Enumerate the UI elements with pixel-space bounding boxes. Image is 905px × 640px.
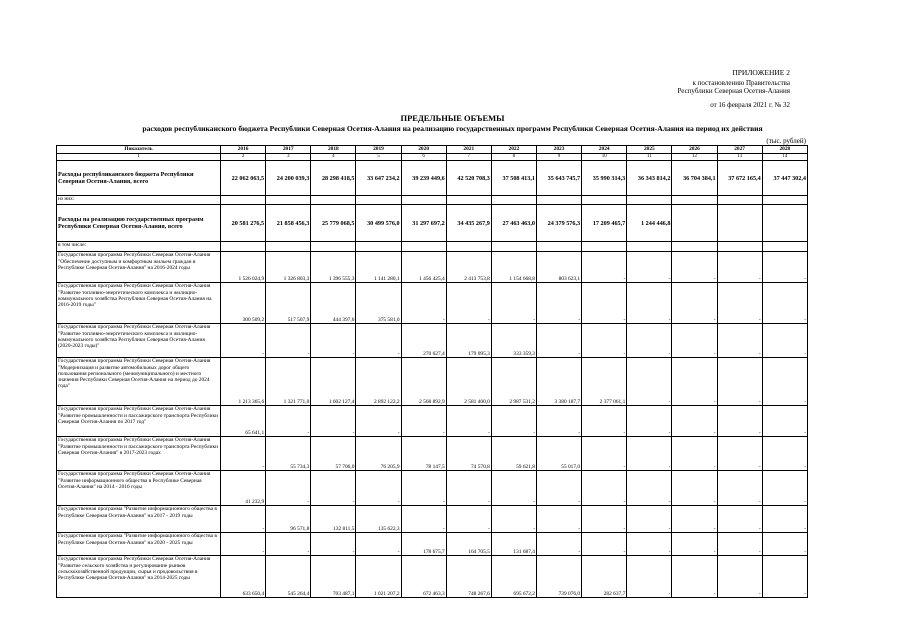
- table-cell-value: [446, 196, 491, 205]
- table-cell-value: [311, 196, 356, 205]
- table-cell-value: 34 435 267,9: [446, 205, 491, 242]
- table-cell-value: [717, 242, 762, 252]
- table-cell-value: -: [221, 437, 266, 471]
- table-cell-value: 803 623,1: [536, 252, 581, 283]
- row-indicator-name: Государственная программа Республики Северная Осетия-Алания "Модернизация и развитие автомобильных дорог общего пользования регионального (межмуниципального) и местного значения Республики Северная Осетия-Алания на период до 2024 года": [57, 358, 221, 406]
- table-cell-value: -: [582, 437, 627, 471]
- table-cell-value: -: [582, 471, 627, 506]
- table-cell-value: -: [627, 437, 672, 471]
- table-cell-value: -: [627, 556, 672, 598]
- table-cell-value: -: [717, 324, 762, 358]
- row-indicator-name: в том числе:: [57, 242, 221, 252]
- table-cell-value: -: [762, 556, 807, 598]
- table-cell-value: [266, 196, 311, 205]
- table-row: [57, 406, 808, 437]
- table-cell-value: 22 062 063,5: [221, 161, 266, 196]
- table-cell-value: [311, 242, 356, 252]
- table-cell-value: [627, 196, 672, 205]
- table-cell-value: -: [401, 506, 446, 533]
- table-cell-value: 178 675,7: [401, 533, 446, 556]
- table-cell-value: -: [446, 506, 491, 533]
- table-cell-value: 282 637,7: [582, 556, 627, 598]
- table-cell-value: [762, 242, 807, 252]
- table-cell-value: 2 987 531,2: [491, 358, 536, 406]
- table-cell-value: 131 687,4: [491, 533, 536, 556]
- column-index: 9: [536, 154, 581, 161]
- column-header-year: 2017: [266, 146, 311, 154]
- decree-date: от 16 февраля 2021 г. № 32: [710, 101, 790, 109]
- table-cell-value: -: [356, 533, 401, 556]
- table-index-row: [57, 154, 808, 161]
- decree-reference: к постановлению Правительства: [692, 79, 790, 87]
- table-cell-value: -: [266, 533, 311, 556]
- table-cell-value: 179 095,3: [446, 324, 491, 358]
- table-row: [57, 471, 808, 506]
- table-cell-value: -: [536, 506, 581, 533]
- document-subtitle: расходов республиканского бюджета Республики Северная Осетия-Алания на реализацию государственных программ Республики Северная Осетия-Алания на период их действия: [142, 124, 763, 133]
- table-cell-value: -: [582, 533, 627, 556]
- table-cell-value: 748 267,6: [446, 556, 491, 598]
- table-cell-value: -: [221, 533, 266, 556]
- table-cell-value: -: [627, 471, 672, 506]
- table-cell-value: -: [536, 324, 581, 358]
- column-index: 14: [762, 154, 807, 161]
- table-cell-value: -: [582, 506, 627, 533]
- table-cell-value: -: [717, 471, 762, 506]
- table-cell-value: 1 213 365,6: [221, 358, 266, 406]
- table-cell-value: [491, 196, 536, 205]
- table-cell-value: 76 205,9: [356, 437, 401, 471]
- table-cell-value: 1 321 771,0: [266, 358, 311, 406]
- table-cell-value: 65 641,1: [221, 406, 266, 437]
- table-cell-value: 25 779 068,5: [311, 205, 356, 242]
- column-index: 2: [221, 154, 266, 161]
- table-cell-value: -: [311, 324, 356, 358]
- table-cell-value: 1 456 425,4: [401, 252, 446, 283]
- table-cell-value: -: [762, 283, 807, 324]
- table-cell-value: [717, 205, 762, 242]
- table-cell-value: -: [672, 437, 717, 471]
- table-body: [57, 161, 808, 598]
- column-index: 12: [672, 154, 717, 161]
- table-cell-value: 24 200 039,3: [266, 161, 311, 196]
- table-cell-value: 42 520 708,3: [446, 161, 491, 196]
- column-header-year: 2027: [717, 146, 762, 154]
- table-cell-value: [582, 242, 627, 252]
- row-indicator-name: Государственная программа Республики Северная Осетия-Алания "Развитие топливно-энергетического комплекса и жилищно-коммунального хозяйства Республики Северная Осетия-Алания (2020-2023 годы)": [57, 324, 221, 358]
- table-cell-value: 20 581 276,5: [221, 205, 266, 242]
- table-cell-value: 37 672 165,4: [717, 161, 762, 196]
- table-cell-value: [446, 242, 491, 252]
- table-cell-value: -: [672, 358, 717, 406]
- table-cell-value: -: [672, 471, 717, 506]
- table-cell-value: [356, 242, 401, 252]
- table-cell-value: 672 463,3: [401, 556, 446, 598]
- table-cell-value: [491, 242, 536, 252]
- table-cell-value: -: [672, 324, 717, 358]
- table-cell-value: 24 379 576,3: [536, 205, 581, 242]
- table-cell-value: 37 508 413,1: [491, 161, 536, 196]
- table-cell-value: -: [311, 533, 356, 556]
- row-indicator-name: Государственная программа Республики Северная Осетия-Алания "Обеспечение доступным и комфортным жильем граждан в Республике Северная Осетия-Алания" на 2016-2024 годы: [57, 252, 221, 283]
- table-cell-value: -: [446, 471, 491, 506]
- column-header-year: 2028: [762, 146, 807, 154]
- table-cell-value: [672, 205, 717, 242]
- table-row: [57, 252, 808, 283]
- column-index: 13: [717, 154, 762, 161]
- table-cell-value: 633 650,4: [221, 556, 266, 598]
- row-indicator-name: Государственная программа "Развитие информационного общества в Республике Северная Осетия-Алания" на 2020 - 2025 годы: [57, 533, 221, 556]
- table-cell-value: -: [717, 358, 762, 406]
- table-cell-value: -: [401, 283, 446, 324]
- table-cell-value: [672, 242, 717, 252]
- table-cell-value: 1 021 207,2: [356, 556, 401, 598]
- column-header-year: 2026: [672, 146, 717, 154]
- table-cell-value: 2 377 061,1: [582, 358, 627, 406]
- table-cell-value: -: [266, 324, 311, 358]
- table-cell-value: 1 396 555,3: [311, 252, 356, 283]
- table-cell-value: 39 239 449,6: [401, 161, 446, 196]
- column-header-indicator: Показатель: [57, 146, 221, 154]
- table-cell-value: -: [582, 252, 627, 283]
- table-cell-value: -: [717, 506, 762, 533]
- table-cell-value: -: [536, 283, 581, 324]
- table-cell-value: 375 581,0: [356, 283, 401, 324]
- table-cell-value: 164 705,5: [446, 533, 491, 556]
- table-cell-value: -: [536, 471, 581, 506]
- table-row: [57, 358, 808, 406]
- table-cell-value: 545 264,4: [266, 556, 311, 598]
- table-cell-value: -: [401, 471, 446, 506]
- table-row: [57, 556, 808, 598]
- table-cell-value: [717, 196, 762, 205]
- table-cell-value: 27 463 463,0: [491, 205, 536, 242]
- table-cell-value: 135 622,3: [356, 506, 401, 533]
- table-row: [57, 196, 808, 205]
- table-cell-value: [536, 196, 581, 205]
- table-cell-value: 41 232,9: [221, 471, 266, 506]
- table-cell-value: 30 499 576,0: [356, 205, 401, 242]
- table-header-row: [57, 146, 808, 154]
- table-row: [57, 242, 808, 252]
- decree-authority: Республики Северная Осетия-Алания: [677, 87, 790, 95]
- table-cell-value: -: [536, 533, 581, 556]
- table-cell-value: -: [672, 406, 717, 437]
- table-cell-value: 28 298 418,5: [311, 161, 356, 196]
- table-cell-value: -: [762, 437, 807, 471]
- table-row: [57, 506, 808, 533]
- table-cell-value: 36 343 814,2: [627, 161, 672, 196]
- table-cell-value: 35 990 314,3: [582, 161, 627, 196]
- table-cell-value: 517 507,9: [266, 283, 311, 324]
- table-cell-value: -: [627, 252, 672, 283]
- row-indicator-name: Расходы республиканского бюджета Республики Северная Осетия-Алания, всего: [57, 161, 221, 196]
- table-row: [57, 437, 808, 471]
- table-cell-value: 36 704 384,1: [672, 161, 717, 196]
- column-index: 7: [446, 154, 491, 161]
- table-cell-value: 59 621,8: [491, 437, 536, 471]
- table-row: [57, 205, 808, 242]
- column-header-year: 2019: [356, 146, 401, 154]
- table-cell-value: -: [627, 283, 672, 324]
- table-row: [57, 533, 808, 556]
- table-cell-value: 132 811,5: [311, 506, 356, 533]
- table-cell-value: [356, 196, 401, 205]
- table-cell-value: 37 447 302,4: [762, 161, 807, 196]
- column-header-year: 2025: [627, 146, 672, 154]
- table-cell-value: -: [491, 506, 536, 533]
- row-indicator-name: Государственная программа Республики Северная Осетия-Алания "Развитие промышленности и пассажирского транспорта Республики Северная Осетия-Алания" в 2017-2023 годах: [57, 437, 221, 471]
- row-indicator-name: Государственная программа Республики Северная Осетия-Алания "Развитие топливно-энергетического комплекса и жилищно-коммунального хозяйства Республики Северная Осетия-Алания на 2016-2019 годы": [57, 283, 221, 324]
- table-cell-value: -: [446, 406, 491, 437]
- table-cell-value: 1 602 127,4: [311, 358, 356, 406]
- table-cell-value: 1 244 446,8: [627, 205, 672, 242]
- column-header-year: 2021: [446, 146, 491, 154]
- row-indicator-name: Расходы на реализацию государственных программ Республики Северная Осетия-Алания, всего: [57, 205, 221, 242]
- table-cell-value: 17 209 465,7: [582, 205, 627, 242]
- table-cell-value: -: [627, 406, 672, 437]
- table-cell-value: -: [491, 406, 536, 437]
- row-indicator-name: Государственная программа "Развитие информационного общества в Республике Северная Осетия-Алания" на 2017 - 2019 годы: [57, 506, 221, 533]
- table-cell-value: -: [717, 406, 762, 437]
- table-cell-value: [401, 242, 446, 252]
- table-cell-value: -: [762, 471, 807, 506]
- table-cell-value: -: [627, 533, 672, 556]
- table-cell-value: -: [717, 533, 762, 556]
- column-index: 1: [57, 154, 221, 161]
- table-cell-value: [627, 242, 672, 252]
- table-cell-value: -: [356, 471, 401, 506]
- table-row: [57, 161, 808, 196]
- table-cell-value: 2 568 892,9: [401, 358, 446, 406]
- table-cell-value: -: [491, 471, 536, 506]
- table-cell-value: 333 359,3: [491, 324, 536, 358]
- table-cell-value: [266, 242, 311, 252]
- table-cell-value: -: [356, 324, 401, 358]
- table-cell-value: 3 380 187,7: [536, 358, 581, 406]
- column-header-year: 2018: [311, 146, 356, 154]
- table-cell-value: -: [266, 471, 311, 506]
- table-cell-value: -: [717, 252, 762, 283]
- table-cell-value: 55 017,0: [536, 437, 581, 471]
- table-cell-value: [221, 242, 266, 252]
- table-cell-value: -: [672, 506, 717, 533]
- table-cell-value: -: [672, 556, 717, 598]
- table-cell-value: 78 147,5: [401, 437, 446, 471]
- table-cell-value: 695 672,2: [491, 556, 536, 598]
- table-cell-value: [672, 196, 717, 205]
- table-cell-value: 2 413 753,8: [446, 252, 491, 283]
- table-cell-value: -: [311, 406, 356, 437]
- table-cell-value: [762, 205, 807, 242]
- table-cell-value: -: [762, 406, 807, 437]
- column-index: 5: [356, 154, 401, 161]
- table-cell-value: 57 706,0: [311, 437, 356, 471]
- table-cell-value: [401, 196, 446, 205]
- table-cell-value: [762, 196, 807, 205]
- row-indicator-name: Государственная программа Республики Северная Осетия-Алания "Развитие промышленности и пассажирского транспорта Республики Северная Осетия-Алания по 2017 год": [57, 406, 221, 437]
- table-cell-value: -: [536, 406, 581, 437]
- table-cell-value: [221, 196, 266, 205]
- table-cell-value: [536, 242, 581, 252]
- table-cell-value: -: [717, 283, 762, 324]
- table-cell-value: -: [762, 324, 807, 358]
- column-index: 8: [491, 154, 536, 161]
- row-indicator-name: Государственная программа Республики Северная Осетия-Алания "Развитие сельского хозяйства и регулирование рынков сельскохозяйственной продукции, сырья и продовольствия в Республике Северная Осетия-Алания" на 2014-2025 годы: [57, 556, 221, 598]
- table-row: [57, 283, 808, 324]
- table-cell-value: -: [762, 252, 807, 283]
- table-cell-value: 2 581 400,0: [446, 358, 491, 406]
- table-cell-value: -: [717, 556, 762, 598]
- table-cell-value: 35 643 745,7: [536, 161, 581, 196]
- table-cell-value: 444 397,6: [311, 283, 356, 324]
- table-cell-value: -: [491, 283, 536, 324]
- table-cell-value: 703 487,1: [311, 556, 356, 598]
- table-cell-value: 300 509,2: [221, 283, 266, 324]
- table-cell-value: -: [627, 506, 672, 533]
- table-cell-value: 21 858 456,3: [266, 205, 311, 242]
- table-cell-value: 739 076,0: [536, 556, 581, 598]
- column-index: 4: [311, 154, 356, 161]
- table-cell-value: 2 892 122,2: [356, 358, 401, 406]
- units-label: (тыс. рублей): [766, 137, 806, 145]
- table-cell-value: 1 154 668,8: [491, 252, 536, 283]
- column-header-year: 2024: [582, 146, 627, 154]
- table-cell-value: 55 734,3: [266, 437, 311, 471]
- table-cell-value: -: [672, 533, 717, 556]
- table-cell-value: -: [356, 406, 401, 437]
- table-cell-value: -: [221, 324, 266, 358]
- table-cell-value: -: [717, 437, 762, 471]
- table-cell-value: -: [311, 471, 356, 506]
- column-header-year: 2016: [221, 146, 266, 154]
- table-cell-value: -: [672, 283, 717, 324]
- column-header-year: 2020: [401, 146, 446, 154]
- table-cell-value: 33 647 234,2: [356, 161, 401, 196]
- table-cell-value: -: [627, 324, 672, 358]
- table-cell-value: [582, 196, 627, 205]
- table-cell-value: -: [627, 358, 672, 406]
- table-cell-value: -: [672, 252, 717, 283]
- appendix-label: ПРИЛОЖЕНИЕ 2: [732, 68, 790, 77]
- column-index: 3: [266, 154, 311, 161]
- column-index: 6: [401, 154, 446, 161]
- row-indicator-name: Государственная программа Республики Северная Осетия-Алания "Развитие информационного общества в Республике Северная Осетия-Алания" на 2014 - 2016 годы: [57, 471, 221, 506]
- column-header-year: 2022: [491, 146, 536, 154]
- table-row: [57, 324, 808, 358]
- table-cell-value: 1 141 280,1: [356, 252, 401, 283]
- row-indicator-name: из них:: [57, 196, 221, 205]
- document-title: ПРЕДЕЛЬНЫЕ ОБЪЕМЫ: [400, 113, 505, 123]
- table-cell-value: -: [762, 533, 807, 556]
- column-index: 11: [627, 154, 672, 161]
- table-cell-value: 74 570,8: [446, 437, 491, 471]
- table-cell-value: 1 526 024,9: [221, 252, 266, 283]
- table-cell-value: 31 297 697,2: [401, 205, 446, 242]
- table-cell-value: -: [266, 406, 311, 437]
- table-cell-value: -: [582, 324, 627, 358]
- column-index: 10: [582, 154, 627, 161]
- table-cell-value: 1 326 803,3: [266, 252, 311, 283]
- table-cell-value: -: [221, 506, 266, 533]
- budget-table: [56, 145, 808, 598]
- table-cell-value: -: [401, 406, 446, 437]
- table-cell-value: -: [762, 506, 807, 533]
- table-cell-value: 270 627,4: [401, 324, 446, 358]
- table-cell-value: -: [762, 358, 807, 406]
- table-cell-value: -: [446, 283, 491, 324]
- column-header-year: 2023: [536, 146, 581, 154]
- table-cell-value: -: [582, 283, 627, 324]
- table-cell-value: -: [582, 406, 627, 437]
- table-cell-value: 96 571,8: [266, 506, 311, 533]
